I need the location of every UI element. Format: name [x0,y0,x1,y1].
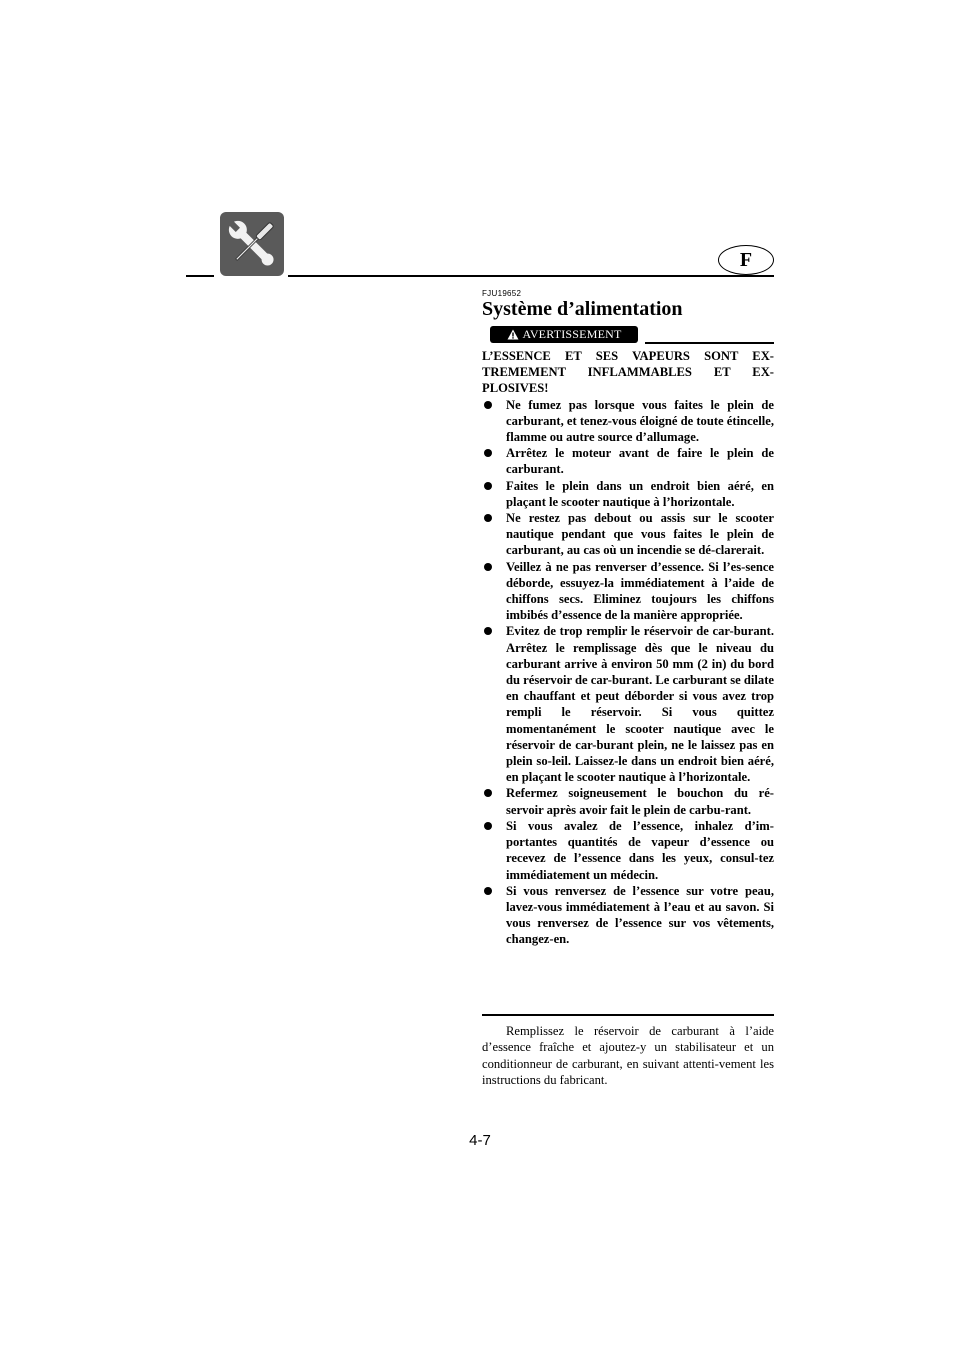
page-number: 4-7 [469,1132,491,1149]
header-rule-left [186,275,214,277]
warning-list [482,397,774,948]
bullet-icon [484,822,492,830]
list-item [482,397,774,446]
warning-badge [490,326,638,343]
language-code: F [739,248,753,271]
list-item [482,785,774,817]
list-item [482,510,774,559]
bullet-icon [484,789,492,797]
list-item [482,559,774,624]
warning-rule [645,342,774,344]
bullet-icon [484,514,492,522]
bullet-icon [484,401,492,409]
bullet-icon [484,449,492,457]
list-item-text: Ne restez pas debout ou assis sur le scooter nautique pendant que vous faites le plein de carburant, au cas où un incendie se dé-clarerait. [506,511,774,558]
list-item [482,478,774,510]
bullet-icon [484,887,492,895]
list-item-text: Si vous renversez de l’essence sur votre peau, lavez-vous immédiatement à l’eau et au savon. Si vous renversez de l’essence sur vos vêtements, changez-en. [506,883,774,947]
list-item-text: Si vous avalez de l’essence, inhalez d’im-portantes quantités de vapeur d’essence ou recevez de l’essence dans les yeux, consul-tez immédiatement un médecin. [506,818,774,882]
list-item [482,883,774,948]
list-item [482,445,774,477]
body-paragraph: Remplissez le réservoir de carburant à l’aide d’essence fraîche et ajoutez-y un stabilisateur et un conditionneur de carburant, en suivant attenti-vement les instructions du fabricant. [482,1024,774,1087]
bullet-icon [484,563,492,571]
list-item-text: Faites le plein dans un endroit bien aéré, en plaçant le scooter nautique à l’horizontale. [506,478,774,509]
warning-label: AVERTISSEMENT [522,327,622,341]
bullet-icon [484,482,492,490]
warning-triangle-icon [507,329,519,340]
warning-block [482,348,774,948]
tools-icon [220,212,284,276]
warning-lead: L’ESSENCE ET SES VAPEURS SONT EX-TREMEMENT INFLAMMABLES ET EX-PLOSIVES! [482,349,774,396]
bullet-icon [484,627,492,635]
list-item-text: Refermez soigneusement le bouchon du ré-servoir après avoir fait le plein de carbu-rant. [506,786,774,817]
header-rule-right [288,275,774,277]
list-item [482,818,774,883]
list-item-text: Veillez à ne pas renverser d’essence. Si l’es-sence déborde, essuyez-la immédiatement à l’aide de chiffons secs. Eliminez toujours les chiffons imbibés d’essence de la manière appropriée. [506,559,774,623]
section-code: FJU19652 [482,289,522,298]
section-title: Système d’alimentation [482,298,683,320]
warning-end-rule [482,1014,774,1016]
language-badge [718,245,774,275]
list-item-text: Ne fumez pas lorsque vous faites le plein de carburant, et tenez-vous éloigné de toute étincelle, flamme ou autre source d’allumage. [506,397,774,445]
list-item [482,623,774,785]
list-item-text: Arrêtez le moteur avant de faire le plein de carburant. [506,446,774,477]
list-item-text: Evitez de trop remplir le réservoir de car-burant. Arrêtez le remplissage dès que le niveau du carburant arrive à environ 50 mm (2 in) du bord du réservoir de car-burant. Le carburant se dilate en chauffant et peut déborder si vous avez trop rempli le réservoir. Si vous quittez momentanément le scooter nautique avec le réservoir de car-burant plein, ne le laissez pas en plein so-leil. Laissez-le dans un endroit bien aéré, en plaçant le scooter nautique à l’horizontale. [506,624,774,785]
